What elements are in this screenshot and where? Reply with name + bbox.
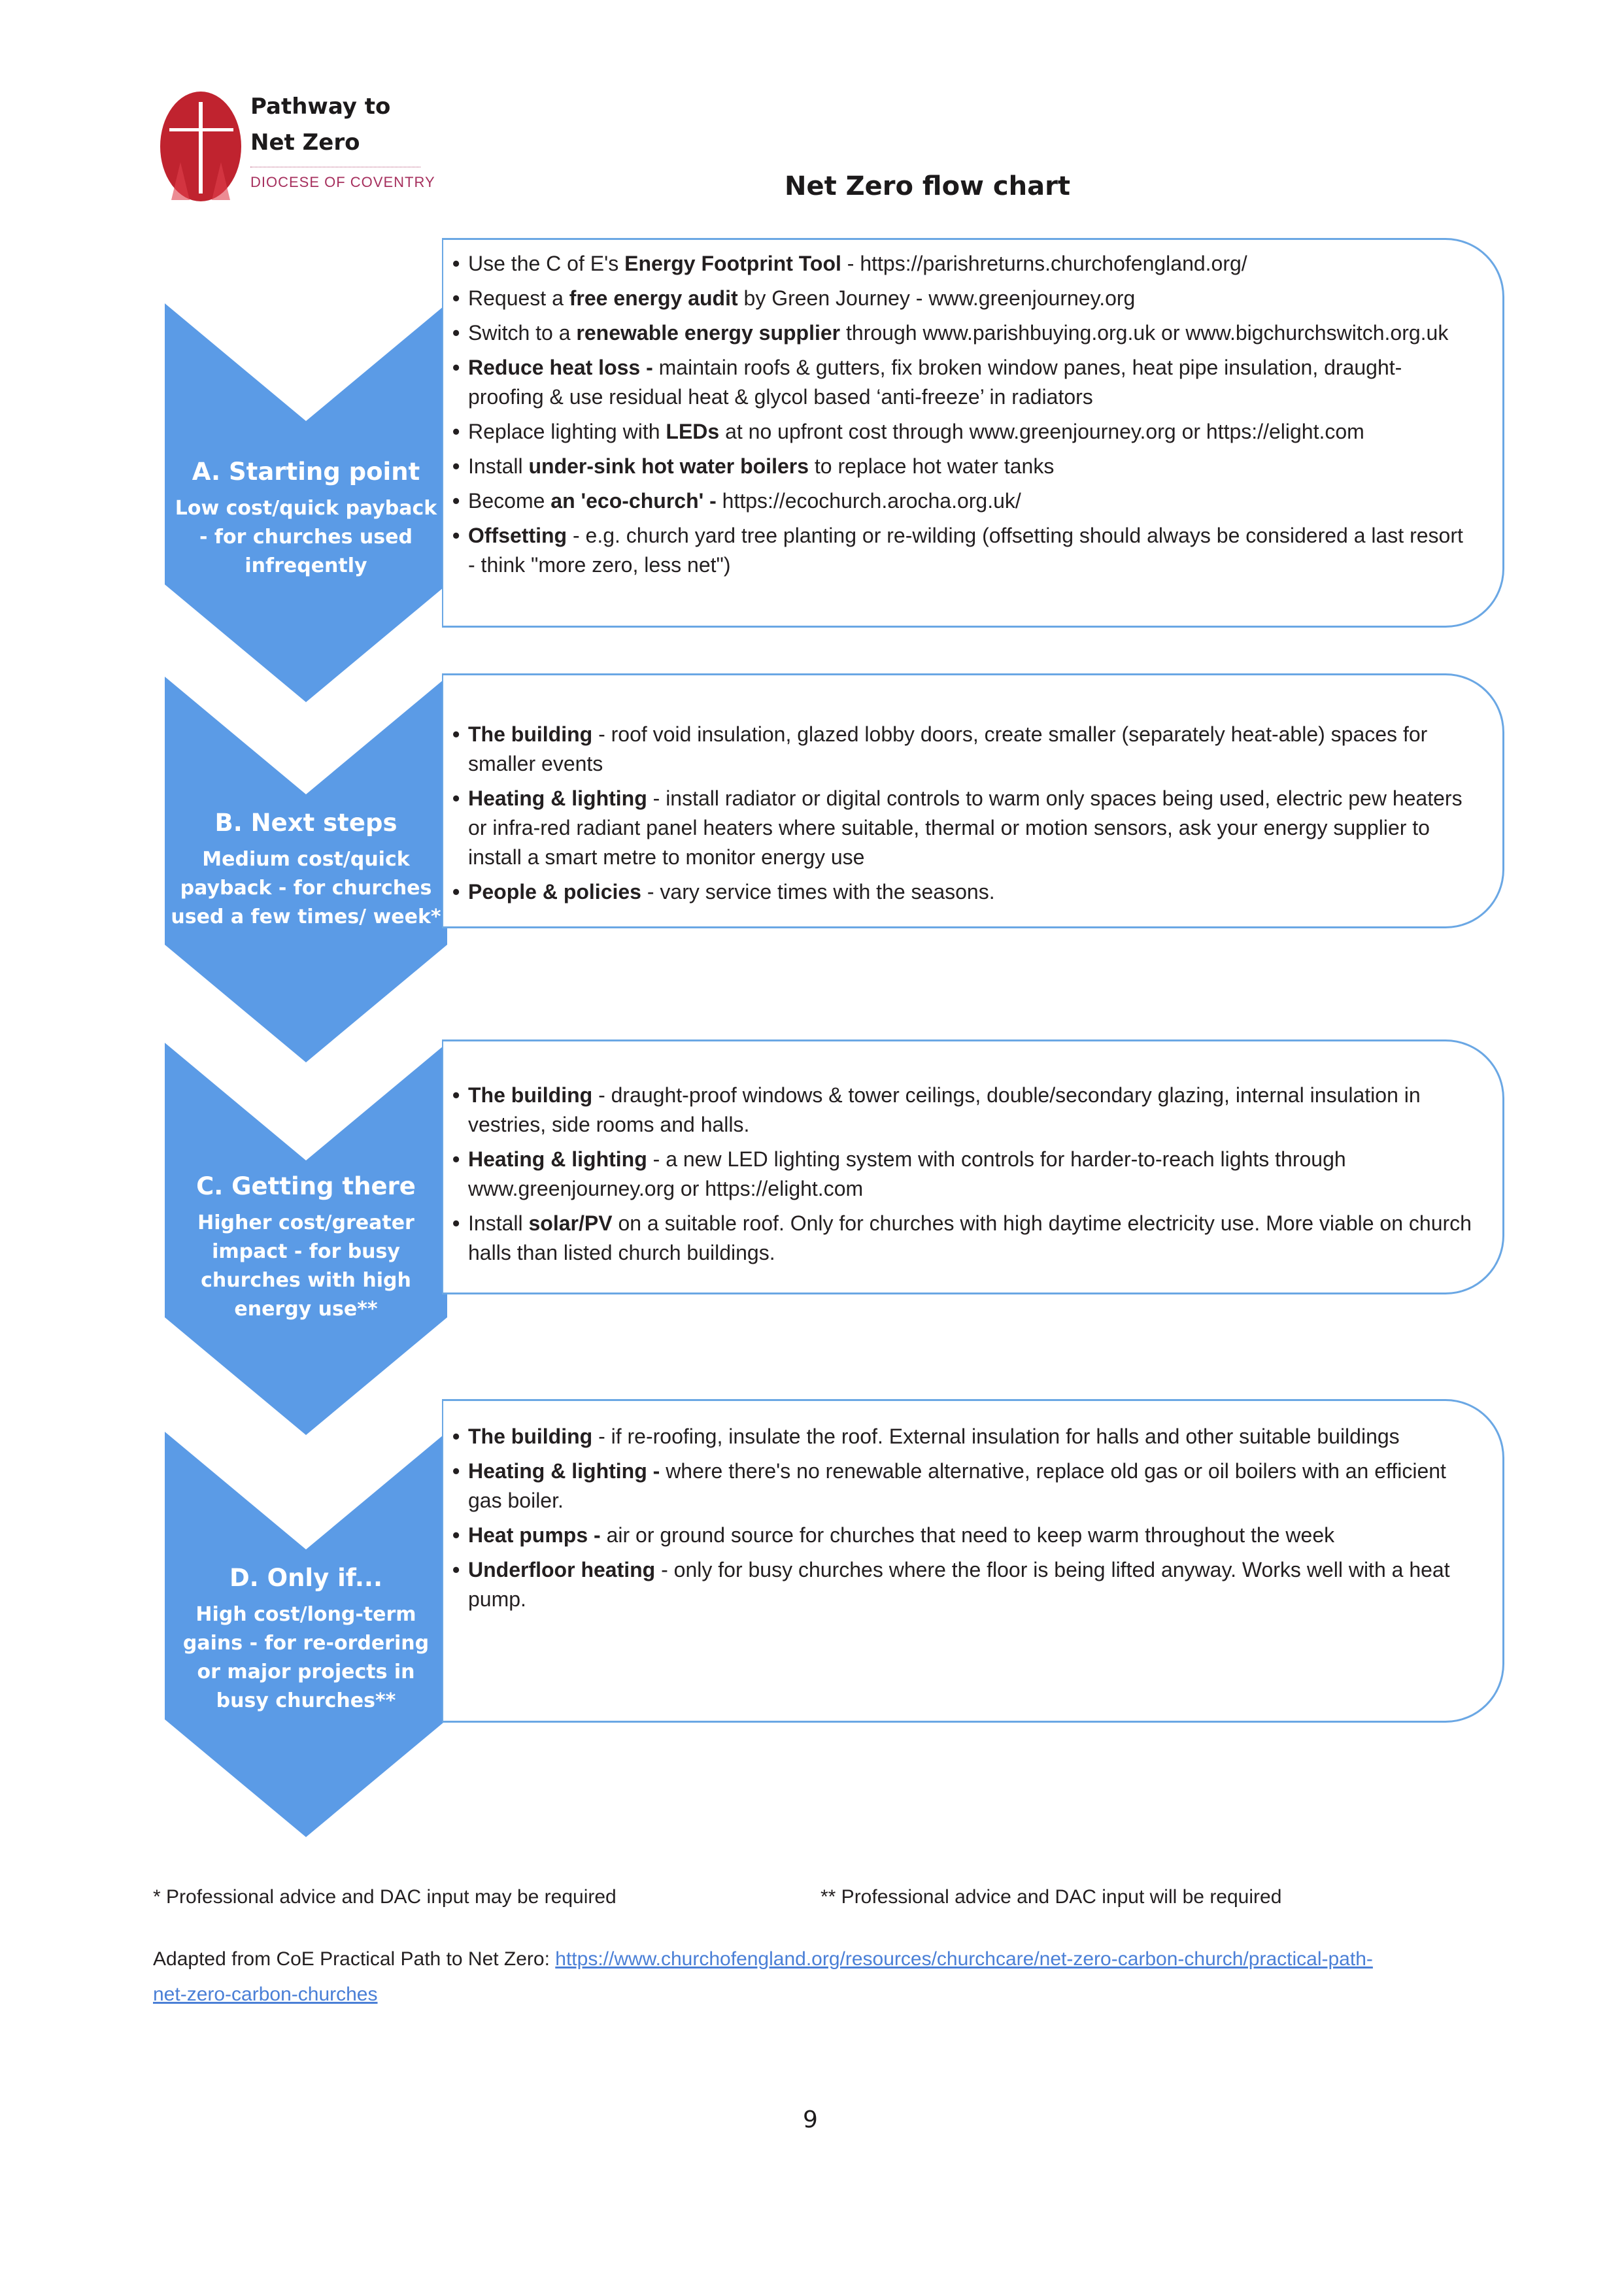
stage-description: Higher cost/greater impact - for busy churches with high energy use** xyxy=(197,1211,414,1321)
stage-b xyxy=(165,677,447,1062)
logo-title-line2: Net Zero xyxy=(250,129,360,156)
stage-a xyxy=(165,303,447,702)
stage-d-list xyxy=(443,1422,1476,1614)
source-link[interactable]: https://www.churchofengland.org/resources/churchcare/net-zero-carbon-church/practical-path-net-zero-carbon-churches xyxy=(153,1948,1373,2005)
list-item: • Switch to a renewable energy supplier through www.parishbuying.org.uk or www.bigchurchswitch.org.uk xyxy=(443,318,1463,348)
stage-b-panel xyxy=(442,673,1504,928)
list-item: • Heating & lighting - a new LED lighting system with controls for harder-to-reach lights through www.greenjourney.org or https://elight.com xyxy=(443,1145,1476,1204)
list-item: • Reduce heat loss - maintain roofs & gutters, fix broken window panes, heat pipe insulation, draught-proofing & use residual heat & glycol based ‘anti-freeze’ in radiators xyxy=(443,353,1463,412)
stage-description: High cost/long-term gains - for re-ordering or major projects in busy churches** xyxy=(182,1603,430,1712)
stage-heading: A. Starting point xyxy=(192,458,420,486)
stage-c-panel xyxy=(442,1039,1504,1294)
list-item: • Use the C of E's Energy Footprint Tool - https://parishreturns.churchofengland.org/ xyxy=(443,249,1463,279)
footnote-single-asterisk: * Professional advice and DAC input may be required xyxy=(153,1886,617,1908)
stage-label xyxy=(165,456,447,581)
stage-label xyxy=(165,1171,447,1324)
diocese-logo-icon xyxy=(160,90,242,203)
list-item: • Request a free energy audit by Green Journey - www.greenjourney.org xyxy=(443,284,1463,313)
list-item: • Replace lighting with LEDs at no upfront cost through www.greenjourney.org or https://elight.com xyxy=(443,417,1463,447)
list-item: • Offsetting - e.g. church yard tree planting or re-wilding (offsetting should always be considered a last resort - think "more zero, less net") xyxy=(443,521,1463,580)
list-item: • The building - roof void insulation, glazed lobby doors, create smaller (separately heat-able) spaces for smaller events xyxy=(443,720,1476,779)
stage-description: Medium cost/quick payback - for churches used a few times/ week* xyxy=(171,848,441,928)
list-item: • Install solar/PV on a suitable roof. Only for churches with high daytime electricity use. More viable on church halls than listed church buildings. xyxy=(443,1209,1476,1268)
list-item: • Install under-sink hot water boilers to replace hot water tanks xyxy=(443,452,1463,481)
stage-c-list xyxy=(443,1081,1476,1268)
footnote-double-asterisk: ** Professional advice and DAC input will be required xyxy=(820,1886,1282,1908)
stage-heading: D. Only if... xyxy=(229,1564,383,1592)
stage-description: Low cost/quick payback - for churches used infreqently xyxy=(175,497,437,577)
list-item: • Heat pumps - air or ground source for churches that need to keep warm throughout the week xyxy=(443,1521,1476,1550)
stage-d-panel xyxy=(442,1399,1504,1723)
logo-title-line1: Pathway to xyxy=(250,93,391,120)
stage-d xyxy=(165,1432,447,1837)
list-item: • The building - draught-proof windows & tower ceilings, double/secondary glazing, internal insulation in vestries, side rooms and halls. xyxy=(443,1081,1476,1140)
page-number: 9 xyxy=(803,2106,818,2133)
list-item: • People & policies - vary service times with the seasons. xyxy=(443,877,1476,907)
stage-c xyxy=(165,1043,447,1435)
stage-label xyxy=(165,807,447,932)
list-item: • The building - if re-roofing, insulate the roof. External insulation for halls and other suitable buildings xyxy=(443,1422,1476,1451)
page-title: Net Zero flow chart xyxy=(785,171,1070,201)
list-item: • Become an 'eco-church' - https://ecochurch.arocha.org.uk/ xyxy=(443,486,1463,516)
stage-heading: C. Getting there xyxy=(196,1172,416,1200)
stage-b-list xyxy=(443,720,1476,907)
stage-a-panel xyxy=(442,238,1504,628)
stage-a-list xyxy=(443,249,1463,580)
stage-heading: B. Next steps xyxy=(214,809,398,837)
stage-label xyxy=(165,1563,447,1715)
source-citation xyxy=(153,1942,1395,2012)
list-item: • Underfloor heating - only for busy churches where the floor is being lifted anyway. Works well with a heat pump. xyxy=(443,1555,1476,1614)
logo-title xyxy=(250,89,447,161)
list-item: • Heating & lighting - where there's no renewable alternative, replace old gas or oil boilers with an efficient gas boiler. xyxy=(443,1457,1476,1515)
source-label: Adapted from CoE Practical Path to Net Zero: xyxy=(153,1948,556,1970)
logo-subtitle: DIOCESE OF COVENTRY xyxy=(250,174,435,190)
list-item: • Heating & lighting - install radiator or digital controls to warm only spaces being used, electric pew heaters or infra-red radiant panel heaters where suitable, thermal or motion sensors, ask your energy supplier to install a smart metre to monitor energy use xyxy=(443,784,1476,872)
